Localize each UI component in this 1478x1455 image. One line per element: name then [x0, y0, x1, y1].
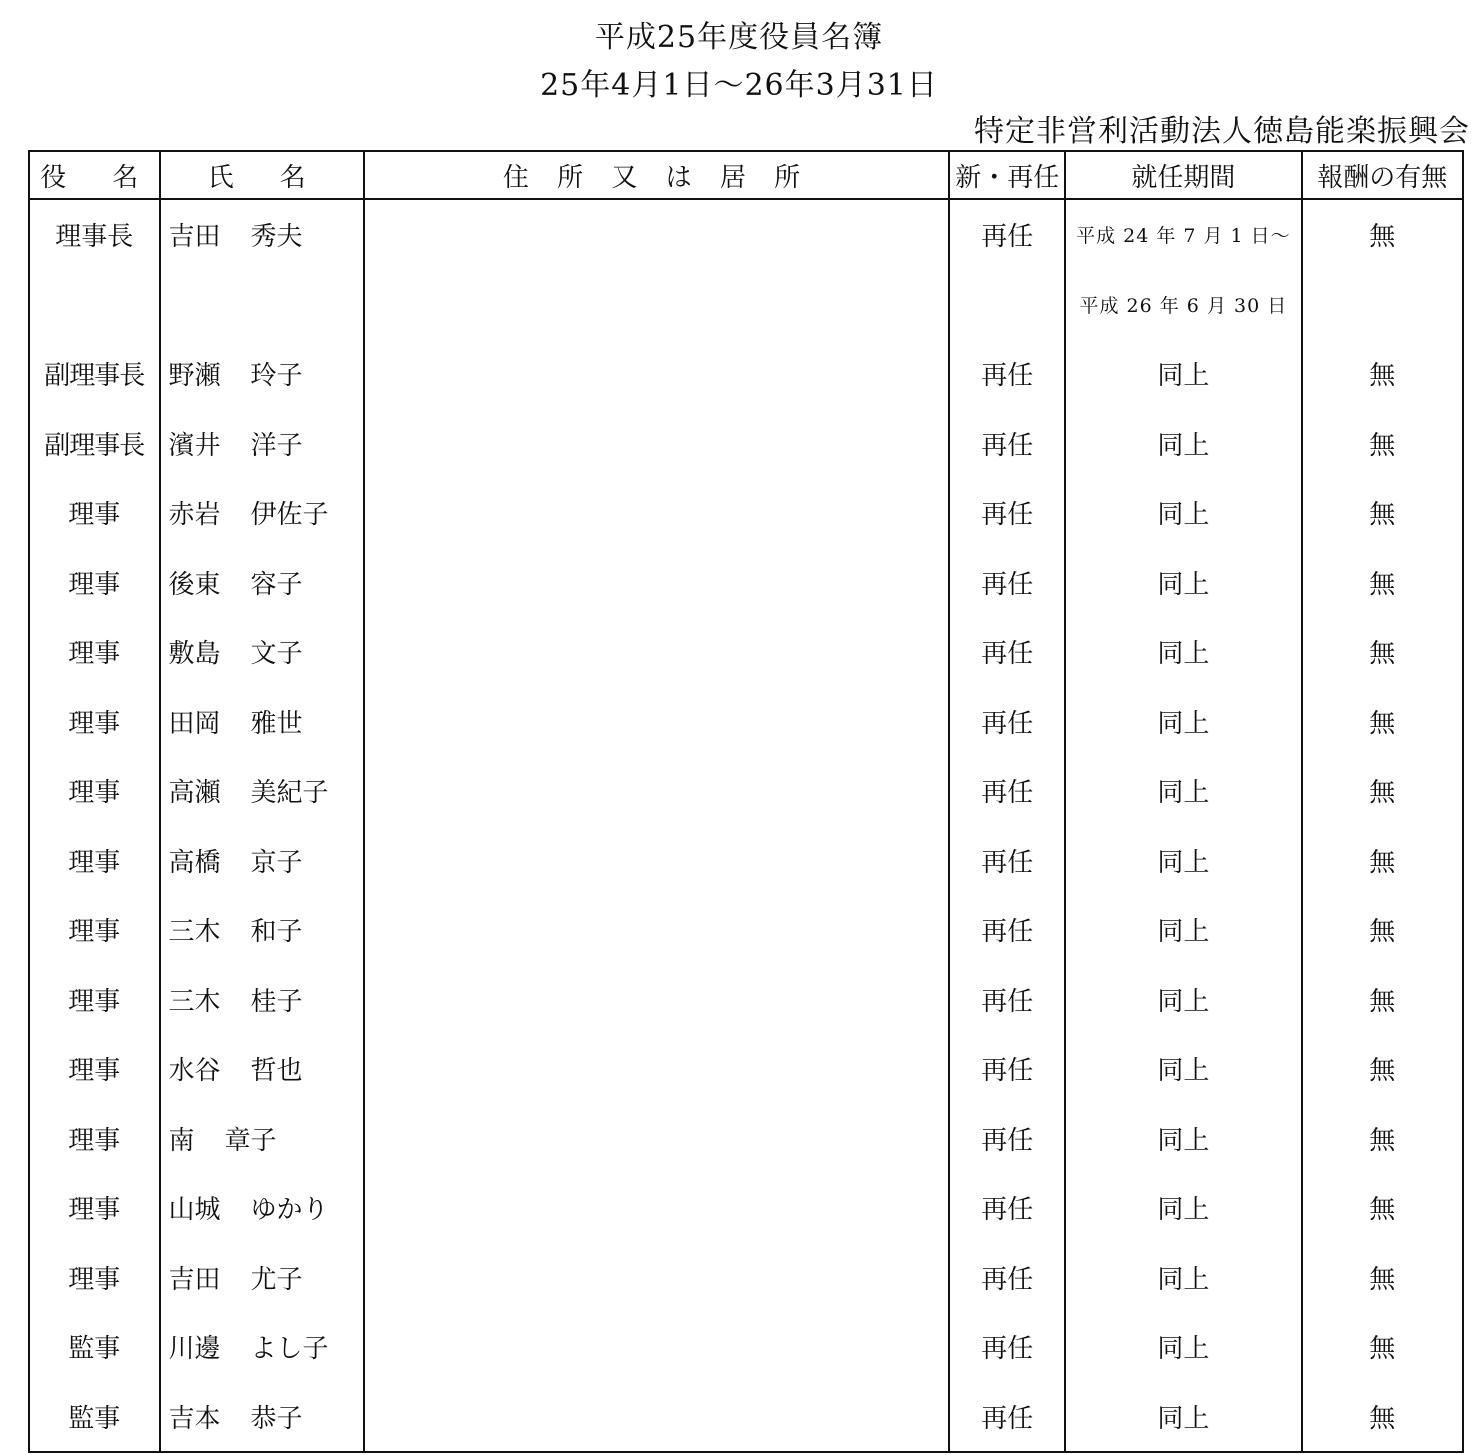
name-cell: [160, 1173, 364, 1243]
given-name: 洋子: [250, 430, 303, 461]
table-row: [29, 409, 1463, 479]
remuneration-cell: 無: [1302, 895, 1463, 965]
given-name: 和子: [250, 917, 303, 948]
remuneration-cell: 無: [1302, 478, 1463, 548]
given-name: 桂子: [250, 986, 303, 1017]
name-cell: [160, 339, 364, 409]
document-title: 平成25年度役員名簿: [594, 20, 884, 55]
remuneration-cell: 無: [1302, 1173, 1463, 1243]
given-name: 章子: [224, 1125, 277, 1156]
remuneration-cell: 無: [1302, 199, 1463, 270]
term-cell: 同上: [1065, 548, 1302, 618]
given-name: 京子: [250, 847, 303, 878]
given-name: 秀夫: [250, 222, 303, 253]
address-cell: [364, 270, 950, 340]
surname: 後東: [168, 569, 221, 600]
remuneration-cell: 無: [1302, 339, 1463, 409]
status-cell: 再任: [949, 548, 1065, 618]
address-cell: [364, 687, 950, 757]
address-cell: [364, 1104, 950, 1174]
term-cell: 同上: [1065, 617, 1302, 687]
surname: 三木: [168, 917, 221, 948]
table-row: [29, 826, 1463, 896]
status-cell: 再任: [949, 409, 1065, 479]
role-cell: 理事: [29, 826, 160, 896]
term-cell: 同上: [1065, 478, 1302, 548]
address-cell: [364, 548, 950, 618]
given-name: 文子: [250, 639, 303, 670]
role-cell: 理事: [29, 478, 160, 548]
table-row: [29, 1104, 1463, 1174]
given-name: 雅世: [250, 708, 303, 739]
header-row: [29, 151, 1463, 199]
address-cell: [364, 965, 950, 1035]
name-cell: [160, 270, 364, 340]
term-cell: 平成 24 年 7 月 1 日～: [1065, 199, 1302, 270]
remuneration-cell: 無: [1302, 687, 1463, 757]
organization-name: 特定非営利活動法人徳島能楽振興会: [974, 114, 1470, 149]
role-cell: 理事: [29, 1173, 160, 1243]
surname: 赤岩: [168, 500, 221, 531]
term-cell: 同上: [1065, 965, 1302, 1035]
table-row: [29, 339, 1463, 409]
address-cell: [364, 409, 950, 479]
surname: 吉田: [168, 1264, 221, 1295]
given-name: 容子: [250, 569, 303, 600]
name-cell: [160, 687, 364, 757]
remuneration-cell: 無: [1302, 548, 1463, 618]
term-cell: 同上: [1065, 687, 1302, 757]
address-cell: [364, 1312, 950, 1382]
role-cell: 理事: [29, 965, 160, 1035]
header-term: 就任期間: [1065, 151, 1302, 199]
header-name: 氏 名: [160, 151, 364, 199]
term-period: 25年4月1日～26年3月31日: [540, 68, 938, 103]
status-cell: 再任: [949, 965, 1065, 1035]
name-cell: [160, 548, 364, 618]
status-cell: 再任: [949, 687, 1065, 757]
term-cell: 平成 26 年 6 月 30 日: [1065, 270, 1302, 340]
surname: 敷島: [168, 639, 221, 670]
table-row: [29, 478, 1463, 548]
address-cell: [364, 199, 950, 270]
surname: 高橋: [168, 847, 221, 878]
term-cell: 同上: [1065, 826, 1302, 896]
term-cell: 同上: [1065, 1312, 1302, 1382]
address-cell: [364, 1173, 950, 1243]
surname: 田岡: [168, 708, 221, 739]
given-name: 玲子: [250, 361, 303, 392]
address-cell: [364, 617, 950, 687]
table-row: [29, 756, 1463, 826]
status-cell: 再任: [949, 1382, 1065, 1453]
term-cell: 同上: [1065, 409, 1302, 479]
table-row: [29, 1312, 1463, 1382]
name-cell: [160, 199, 364, 270]
officer-roster-table: [28, 150, 1464, 1453]
role-cell: 理事: [29, 548, 160, 618]
status-cell: 再任: [949, 1173, 1065, 1243]
name-cell: [160, 1243, 364, 1313]
address-cell: [364, 826, 950, 896]
table-row: [29, 617, 1463, 687]
table-body: [29, 199, 1463, 1452]
surname: 川邊: [168, 1334, 221, 1365]
table-row: [29, 548, 1463, 618]
name-cell: [160, 965, 364, 1035]
table-row: [29, 1243, 1463, 1313]
status-cell: 再任: [949, 1243, 1065, 1313]
surname: 山城: [168, 1195, 221, 1226]
address-cell: [364, 478, 950, 548]
remuneration-cell: [1302, 270, 1463, 340]
address-cell: [364, 895, 950, 965]
given-name: 哲也: [250, 1056, 303, 1087]
remuneration-cell: 無: [1302, 1243, 1463, 1313]
role-cell: 副理事長: [29, 409, 160, 479]
role-cell: 監事: [29, 1312, 160, 1382]
header-address: 住 所 又 は 居 所: [364, 151, 950, 199]
remuneration-cell: 無: [1302, 617, 1463, 687]
surname: 野瀬: [168, 361, 221, 392]
table-header: [29, 151, 1463, 199]
role-cell: 理事: [29, 756, 160, 826]
surname: 濱井: [168, 430, 221, 461]
surname: 吉田: [168, 222, 221, 253]
status-cell: [949, 270, 1065, 340]
role-cell: 理事: [29, 617, 160, 687]
role-cell: [29, 270, 160, 340]
table-row: [29, 270, 1463, 340]
remuneration-cell: 無: [1302, 1382, 1463, 1453]
status-cell: 再任: [949, 895, 1065, 965]
address-cell: [364, 339, 950, 409]
address-cell: [364, 1382, 950, 1453]
name-cell: [160, 1034, 364, 1104]
address-cell: [364, 756, 950, 826]
given-name: 伊佐子: [250, 500, 329, 531]
remuneration-cell: 無: [1302, 1104, 1463, 1174]
role-cell: 理事: [29, 1034, 160, 1104]
term-cell: 同上: [1065, 895, 1302, 965]
role-cell: 理事長: [29, 199, 160, 270]
name-cell: [160, 895, 364, 965]
table-row: [29, 895, 1463, 965]
status-cell: 再任: [949, 1312, 1065, 1382]
given-name: よし子: [250, 1334, 329, 1365]
name-cell: [160, 756, 364, 826]
given-name: 恭子: [250, 1403, 303, 1434]
table-row: [29, 1034, 1463, 1104]
term-cell: 同上: [1065, 339, 1302, 409]
name-cell: [160, 478, 364, 548]
given-name: 美紀子: [250, 778, 329, 809]
role-cell: 副理事長: [29, 339, 160, 409]
remuneration-cell: 無: [1302, 409, 1463, 479]
surname: 水谷: [168, 1056, 221, 1087]
status-cell: 再任: [949, 756, 1065, 826]
term-cell: 同上: [1065, 1173, 1302, 1243]
header-new-reappointed: 新・再任: [949, 151, 1065, 199]
term-cell: 同上: [1065, 1243, 1302, 1313]
surname: 三木: [168, 986, 221, 1017]
table-row: [29, 1173, 1463, 1243]
status-cell: 再任: [949, 826, 1065, 896]
given-name: 尤子: [250, 1264, 303, 1295]
role-cell: 理事: [29, 1104, 160, 1174]
term-cell: 同上: [1065, 1034, 1302, 1104]
remuneration-cell: 無: [1302, 756, 1463, 826]
status-cell: 再任: [949, 339, 1065, 409]
name-cell: [160, 409, 364, 479]
role-cell: 監事: [29, 1382, 160, 1453]
remuneration-cell: 無: [1302, 826, 1463, 896]
role-cell: 理事: [29, 895, 160, 965]
table-row: [29, 965, 1463, 1035]
term-cell: 同上: [1065, 756, 1302, 826]
name-cell: [160, 1312, 364, 1382]
surname: 南: [168, 1125, 195, 1156]
given-name: ゆかり: [250, 1195, 329, 1226]
surname: 高瀬: [168, 778, 221, 809]
header-remuneration: 報酬の有無: [1302, 151, 1463, 199]
status-cell: 再任: [949, 478, 1065, 548]
address-cell: [364, 1243, 950, 1313]
status-cell: 再任: [949, 199, 1065, 270]
remuneration-cell: 無: [1302, 965, 1463, 1035]
table-row: [29, 687, 1463, 757]
status-cell: 再任: [949, 617, 1065, 687]
table-row: [29, 1382, 1463, 1453]
name-cell: [160, 826, 364, 896]
status-cell: 再任: [949, 1034, 1065, 1104]
remuneration-cell: 無: [1302, 1034, 1463, 1104]
name-cell: [160, 1382, 364, 1453]
name-cell: [160, 1104, 364, 1174]
term-cell: 同上: [1065, 1104, 1302, 1174]
status-cell: 再任: [949, 1104, 1065, 1174]
table-row: [29, 199, 1463, 270]
name-cell: [160, 617, 364, 687]
role-cell: 理事: [29, 687, 160, 757]
address-cell: [364, 1034, 950, 1104]
header-role: 役 名: [29, 151, 160, 199]
role-cell: 理事: [29, 1243, 160, 1313]
term-cell: 同上: [1065, 1382, 1302, 1453]
remuneration-cell: 無: [1302, 1312, 1463, 1382]
surname: 吉本: [168, 1403, 221, 1434]
